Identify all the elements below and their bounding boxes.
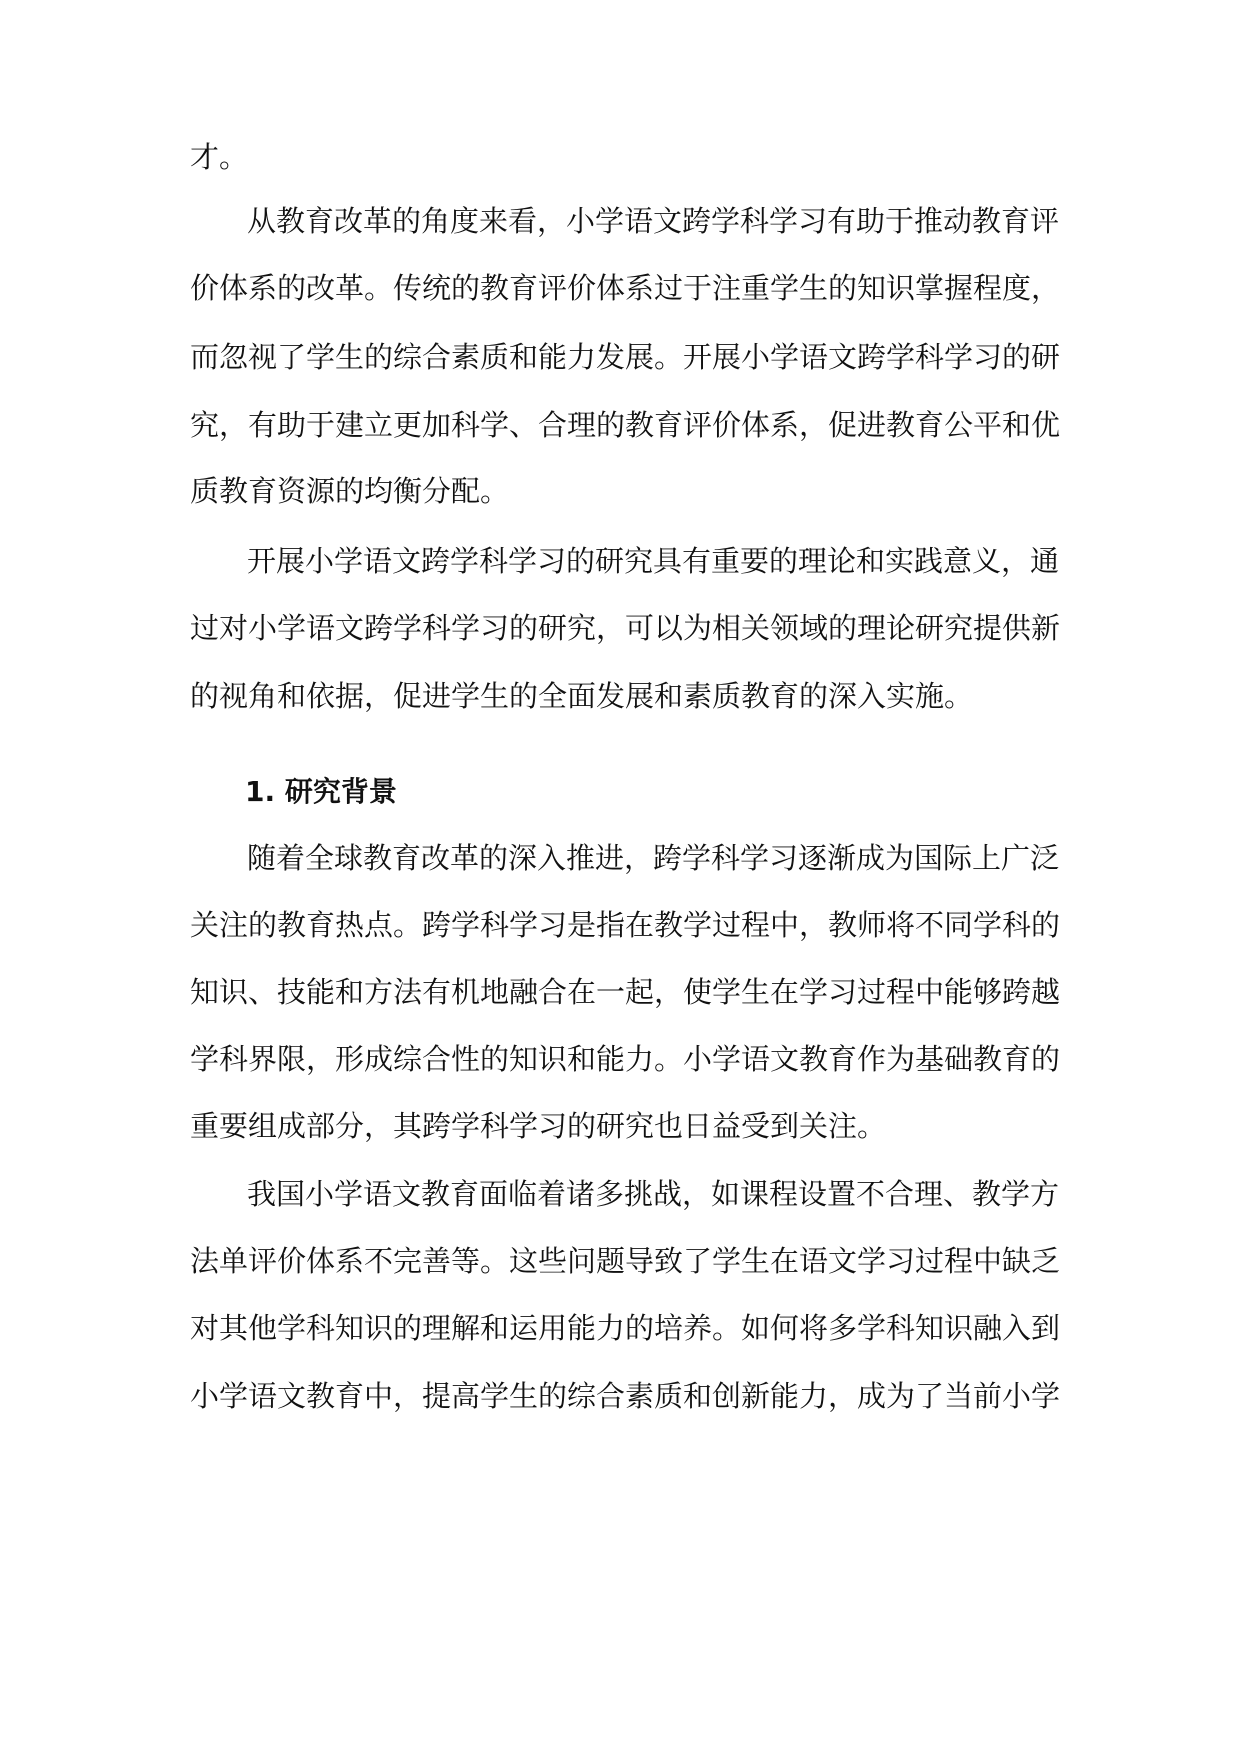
background-paragraph-line-5: 重要组成部分，其跨学科学习的研究也日益受到关注。 [190, 1109, 887, 1143]
background-paragraph-line-2: 关注的教育热点。跨学科学习是指在教学过程中，教师将不同学科的 [190, 908, 1061, 942]
background-paragraph-line-3: 知识、技能和方法有机地融合在一起，使学生在学习过程中能够跨越 [190, 975, 1061, 1009]
reform-paragraph-line-1: 从教育改革的角度来看，小学语文跨学科学习有助于推动教育评 [247, 204, 1060, 238]
challenges-paragraph-line-4: 小学语文教育中，提高学生的综合素质和创新能力，成为了当前小学 [190, 1379, 1061, 1413]
significance-paragraph-line-1: 开展小学语文跨学科学习的研究具有重要的理论和实践意义，通 [247, 544, 1060, 578]
reform-paragraph-line-2: 价体系的改革。传统的教育评价体系过于注重学生的知识掌握程度， [190, 271, 1061, 305]
background-paragraph-line-4: 学科界限，形成综合性的知识和能力。小学语文教育作为基础教育的 [190, 1042, 1061, 1076]
significance-paragraph-line-3: 的视角和依据，促进学生的全面发展和素质教育的深入实施。 [190, 679, 974, 713]
challenges-paragraph-line-1: 我国小学语文教育面临着诸多挑战，如课程设置不合理、教学方 [247, 1177, 1060, 1211]
significance-paragraph-line-2: 过对小学语文跨学科学习的研究，可以为相关领域的理论研究提供新 [190, 611, 1061, 645]
reform-paragraph-line-3: 而忽视了学生的综合素质和能力发展。开展小学语文跨学科学习的研 [190, 340, 1061, 374]
reform-paragraph-line-4: 究，有助于建立更加科学、合理的教育评价体系，促进教育公平和优 [190, 408, 1061, 442]
challenges-paragraph-line-2: 法单评价体系不完善等。这些问题导致了学生在语文学习过程中缺乏 [190, 1244, 1061, 1278]
background-paragraph-line-1: 随着全球教育改革的深入推进，跨学科学习逐渐成为国际上广泛 [247, 841, 1060, 875]
reform-paragraph-line-5: 质教育资源的均衡分配。 [190, 474, 510, 508]
section-heading: 1. 研究背景 [245, 775, 397, 808]
challenges-paragraph-line-3: 对其他学科知识的理解和运用能力的培养。如何将多学科知识融入到 [190, 1311, 1061, 1345]
paragraph-tail: 才。 [190, 140, 249, 174]
